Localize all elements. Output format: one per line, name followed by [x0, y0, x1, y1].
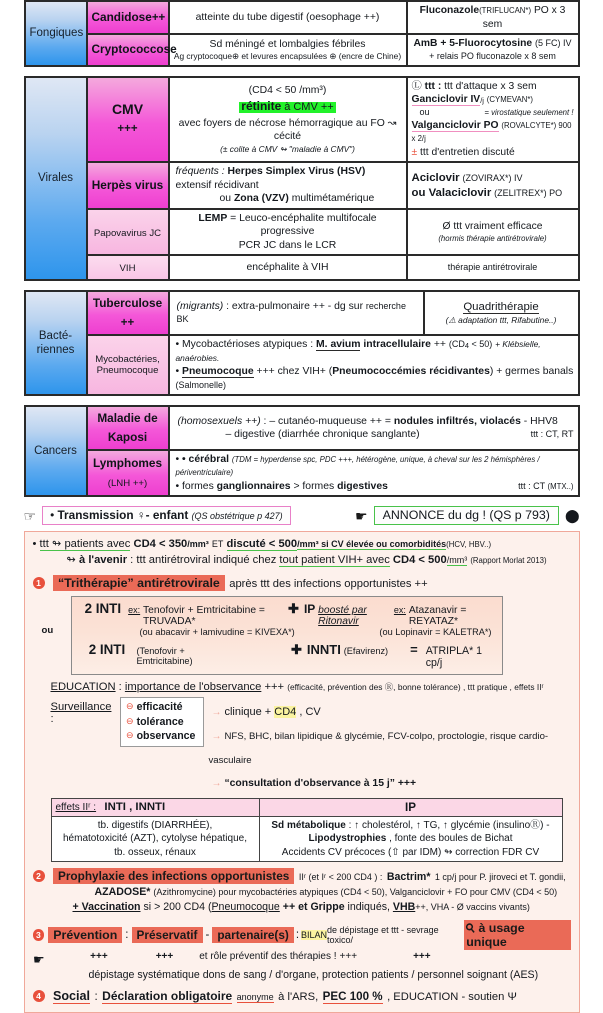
clinic-line: extensif récidivant	[175, 179, 259, 191]
drug-name: Aciclovir	[411, 171, 460, 184]
intro-text: ttt ↬ patients avec	[39, 538, 131, 551]
bilan-highlight: BILAN	[301, 930, 328, 941]
declaration-label: Déclaration obligatoire	[102, 989, 233, 1004]
clinic-line: à CMV ++	[284, 100, 334, 113]
clinic-italic: fréquents :	[175, 166, 225, 178]
arrow-icon: →	[211, 707, 222, 719]
ttt-detail: ttt d'attaque x 3 sem	[444, 80, 537, 92]
category-bacteriennes	[25, 291, 87, 395]
disease-herpes	[87, 162, 169, 209]
drug-name: Fluconazole	[419, 5, 480, 16]
section-2-title: Prophylaxie des infections opportunistes	[53, 868, 294, 884]
clinic-highlight: rétinite	[241, 98, 282, 113]
preservatif-badge: Préservatif	[132, 927, 203, 943]
regimen-class-4: INNTI	[306, 642, 341, 658]
table-row	[25, 77, 579, 163]
cd4-threshold: CD4 < 350	[133, 538, 188, 551]
clinic-line: PCR JC dans le LCR	[238, 239, 337, 251]
disease-line: Maladie de	[97, 411, 158, 426]
clinic-note: (TDM = hyperdense spc, PDC +++, hétérogène, unique, à cheval sur les 2 hémisphères / périventriculaire)	[175, 454, 540, 478]
ttt-detail: ttt : CT	[518, 480, 545, 491]
regimen-row-2	[78, 642, 496, 669]
emphasis-plus: +++	[413, 951, 431, 963]
effect-line: Accidents CV précoces (⇧ par IDM) ↬ correction FDR CV	[281, 846, 540, 858]
ttt-cryptococcose	[407, 34, 579, 65]
column-header-inti: INTI , INNTI	[104, 801, 166, 814]
disease-label: Herpès virus	[91, 178, 164, 193]
example-label: ex:	[393, 605, 406, 616]
drug-name: Ganciclovir IV	[411, 94, 481, 106]
pointing-hand-icon: ☛	[355, 507, 368, 524]
drug-posology: + relais PO fluconazole x 8 sem	[429, 50, 556, 61]
table-row	[25, 162, 579, 209]
bullet: •	[50, 508, 55, 523]
annonce-badge[interactable]	[374, 506, 559, 525]
dark-blob-icon: ⬤	[564, 507, 580, 523]
boost-label: boosté par Ritonavir	[318, 605, 367, 628]
drug-brand: (5 FC) IV	[535, 38, 572, 49]
effect-line: Sd métabolique : ↑ cholestérol, ↑ TG, ↑ glycémie (insulinoⓇ) -	[271, 819, 550, 831]
clinic-line: = Leuco-encéphalite multifocale progressive	[230, 212, 377, 238]
list-item	[208, 770, 570, 794]
section-1-header	[33, 574, 571, 592]
section-number: 3	[33, 929, 45, 941]
disease-kaposi	[87, 406, 169, 450]
intro-source: (Rapport Morlat 2013)	[470, 556, 547, 566]
severity-plus: +++	[117, 123, 138, 136]
table-row	[25, 1, 579, 34]
emphasis-plus: +++	[155, 951, 174, 963]
list-item	[126, 700, 195, 715]
drug-name: Valganciclovir PO	[411, 119, 499, 131]
intro-line-1	[33, 537, 571, 553]
separator: :	[118, 681, 122, 694]
bullet-line: • Pneumocoque +++ chez VIH+ (Pneumococcémies récidivantes) + germes banals (Salmonelle)	[175, 366, 574, 390]
drug-name: Bactrim*	[386, 871, 431, 884]
clinic-italic: (homosexuels ++)	[177, 415, 261, 427]
treatment-panel	[24, 531, 580, 1013]
pointing-hand-icon: ☞	[23, 507, 37, 524]
effect-line: Lipodystrophies , fonte des boules de Bichat	[308, 833, 513, 845]
plus-icon: ✚	[290, 642, 302, 658]
usage-unique-label: à usage unique	[466, 921, 525, 950]
clinic-lymphomes	[169, 450, 579, 497]
vaccine-pneumo: Pneumocoque	[211, 901, 280, 914]
list-item	[126, 729, 195, 744]
ttt-cmv	[407, 77, 579, 163]
clinic-bold: LEMP	[198, 212, 228, 224]
section-4-title: Social	[52, 989, 91, 1004]
prophylaxis-detail: 1 cp/j pour P. jiroveci et T. gondii,	[434, 872, 566, 883]
future-label: à l'avenir	[78, 554, 128, 567]
section-number: 2	[33, 870, 45, 882]
example-label: ex:	[128, 605, 141, 616]
circle-l-icon: Ⓛ	[411, 80, 422, 92]
separator: -	[205, 929, 210, 942]
drug-name: ou Valaciclovir	[411, 186, 492, 199]
category-fongiques: Fongiques	[25, 1, 87, 66]
clinic-line: avec foyers de nécrose hémorragique au FO ↝ cécité	[178, 117, 397, 143]
emphasis-plus: +++	[264, 681, 285, 694]
vaccination-detail: ++, VHA - Ø vaccins vivants)	[415, 902, 530, 913]
bullet-dot-icon: ⊖	[126, 701, 134, 712]
transmission-ref: (QS obstétrique p 427)	[191, 511, 283, 522]
disease-label: Cryptococcose	[91, 42, 177, 57]
ttt-detail: Quadrithérapie	[463, 301, 539, 314]
cd4-unit: /mm³	[187, 539, 209, 550]
clinic-cmv	[169, 77, 407, 163]
table-bacteriennes	[24, 290, 580, 396]
clinic-vih: encéphalite à VIH	[169, 255, 407, 280]
criterion-value: NFS, BHC, bilan lipidique & glycémie, FCV-colpo, proctologie, risque cardio-vasculaire	[208, 730, 549, 766]
regimen-drugs-1: Tenofovir + Emtricitabine = TRUVADA*	[143, 605, 265, 628]
cd4-condition: /mm³ si CV élevée ou comorbidités	[297, 539, 447, 550]
declaration-dest: à l'ARS,	[278, 991, 319, 1004]
intro-text: : ttt antirétroviral indiqué chez	[130, 554, 277, 567]
disease-lymphomes	[87, 450, 169, 497]
emphasis-plus: +++	[339, 951, 358, 963]
section-number: 1	[33, 577, 45, 589]
table-row	[25, 291, 579, 335]
disease-vih	[87, 255, 169, 280]
criterion-label: efficacité	[136, 701, 183, 714]
clinic-line: (homosexuels ++) : – cutanéo-muqueuse ++ = nodules infiltrés, violacés - HHV8	[177, 415, 558, 427]
disease-cmv	[87, 77, 169, 163]
intro-text: tout patient VIH+ avec	[279, 554, 390, 567]
separator: :	[295, 929, 300, 942]
effect-line: tb. osseux, rénaux	[114, 846, 196, 858]
drug-brand: (ZOVIRAX*) IV	[462, 172, 523, 183]
table-row	[25, 34, 579, 65]
ttt-or: ou	[419, 106, 430, 117]
cd4-threshold-2: discuté < 500	[226, 538, 298, 551]
regimen-class-2: IP	[303, 602, 316, 617]
section-3-title: Prévention	[48, 927, 122, 943]
clinic-lemp	[169, 209, 407, 256]
disease-line: Pneumocoque	[96, 365, 159, 377]
table-fongiques	[24, 0, 580, 67]
disease-label: CMV	[111, 100, 144, 117]
arrow-icon: ↬	[66, 554, 76, 567]
table-row	[51, 816, 562, 861]
transmission-badge[interactable]	[42, 506, 291, 525]
alt-drugs-2: (ou Lopinavir = KALETRA*)	[379, 627, 492, 638]
section-1-title: “Trithérapie” antirétrovirale	[53, 575, 225, 591]
ttt-candidose	[407, 1, 579, 34]
clinic-line: Sd méningé et lombalgies fébriles	[209, 38, 366, 50]
side-effects-table	[51, 798, 563, 862]
education-note: (efficacité, prévention des Ⓡ, bonne tolérance) , ttt pratique , effets IIʳ	[287, 682, 544, 693]
pec-label: PEC 100 %	[322, 990, 383, 1004]
disease-cryptococcose	[87, 34, 177, 65]
effect-line: hématotoxicité (AZT), cytolyse hépatique,	[63, 833, 247, 845]
criterion-value: “consultation d'observance à 15 j” +++	[224, 778, 417, 790]
plus-icon: ✚	[288, 601, 299, 617]
ttt-note: (hormis thérapie antirétrovirale)	[438, 233, 547, 243]
vaccine-vhb: VHB	[392, 901, 416, 914]
banner-row	[24, 506, 580, 525]
drug-posology: PO x 3 sem	[482, 5, 566, 30]
clinic-bold: Herpes Simplex Virus (HSV)	[227, 166, 366, 178]
table-row	[25, 209, 579, 256]
ttt-vih: thérapie antirétrovirale	[407, 255, 579, 280]
regimen-drugs-2: Atazanavir = REYATAZ*	[408, 605, 467, 628]
vaccination-detail: si > 200 CD4 (	[143, 901, 212, 914]
clinic-herpes	[169, 162, 407, 209]
clinic-line: multimétamérique	[291, 193, 375, 205]
vaccination-detail: indiqués,	[347, 901, 390, 914]
drug-brand: (TRIFLUCAN*)	[479, 6, 532, 15]
bullet-line: • Mycobactérioses atypiques : M. avium intracellulaire ++ (CD4 < 50) + Klébsielle, anaérobies.	[175, 339, 541, 363]
table-row	[25, 406, 579, 450]
surveillance-criteria-box	[120, 697, 204, 747]
clinic-note: recherche BK	[176, 300, 406, 325]
intro-line-2	[33, 553, 571, 569]
table-row	[25, 255, 579, 280]
section-2-line-3	[33, 900, 571, 915]
clinic-bold: Zona (VZV)	[233, 193, 289, 205]
separator: :	[94, 991, 98, 1004]
disease-label: Candidose	[91, 10, 152, 25]
vaccine-grippe: ++ et Grippe	[282, 901, 345, 914]
regimen-or: ou	[41, 625, 54, 637]
separator: :	[125, 929, 129, 942]
severity-plus: ++	[120, 317, 135, 330]
clinic-line: (± colite à CMV ↬ "maladie à CMV")	[220, 143, 355, 154]
education-line	[33, 680, 571, 696]
intro-note: (HCV, HBV..)	[446, 540, 492, 550]
section-2-line-2	[33, 885, 571, 900]
prophylaxis-detail: (Azithromycine) pour mycobactéries atypiques (CD4 < 50), Valganciclovir + FO pour CMV (CD4 < 50)	[153, 887, 558, 898]
regimen-result: ATRIPLA* 1 cp/j	[425, 645, 483, 670]
disease-line: Lymphomes	[92, 456, 163, 471]
drug-brand: (ZELITREX*) PO	[494, 187, 563, 198]
vaccination-label: + Vaccination	[72, 901, 141, 914]
annonce-label: ANNONCE du dg ! (QS p 793)	[382, 508, 550, 523]
ttt-note: = virostatique seulement !	[484, 107, 574, 117]
emphasis-plus: +++	[90, 951, 108, 963]
section-number: 4	[33, 990, 45, 1002]
table-row	[25, 335, 579, 395]
category-virales: Virales	[25, 77, 87, 281]
disease-line: Mycobactéries,	[95, 353, 160, 365]
cd4-unit: /mm³	[446, 555, 468, 566]
disease-line: Kaposi	[107, 430, 148, 445]
ttt-detail: Ø ttt vraiment efficace	[442, 221, 543, 233]
declaration-note: anonyme	[236, 992, 274, 1003]
regimen-class-1: 2 INTI	[84, 601, 122, 617]
education-key: importance de l'observance	[124, 681, 262, 694]
bullet-line: • • cérébral (TDM = hyperdense spc, PDC +++, hétérogène, unique, à cheval sur les 2 hémisphères / périventriculaire)	[175, 453, 540, 478]
effect-line: tb. digestifs (DIARRHÉE),	[97, 819, 213, 831]
alt-drugs-1: (ou abacavir + lamivudine = KIVEXA*)	[139, 627, 295, 638]
drug-name: AZADOSE*	[94, 886, 151, 899]
prevention-detail: et rôle préventif des thérapies !	[199, 951, 337, 963]
partenaires-badge: partenaire(s)	[212, 927, 293, 943]
section-4-header	[33, 987, 571, 1005]
clinic-mycobacteries	[169, 335, 579, 395]
prevention-detail: de dépistage et ttt - sevrage toxico/	[327, 925, 439, 946]
arrow-icon: →	[211, 730, 222, 742]
disease-label: Tuberculose	[92, 296, 163, 311]
clinic-italic: (migrants)	[176, 300, 224, 312]
list-item	[208, 723, 570, 770]
clinic-line: (CD4 < 50 /mm³)	[248, 85, 327, 97]
column-header-ip: IP	[259, 798, 562, 816]
drug-brand: (CYMEVAN*)	[486, 95, 533, 105]
drug-brand: (ROVALCYTE*) 900 x 2/j	[411, 120, 572, 144]
clinic-line: Ag cryptocoque⊕ et levures encapsulées ⊕ (encre de Chine)	[173, 51, 402, 62]
clinic-cryptococcose	[169, 34, 407, 65]
conjunction: ET	[211, 539, 224, 550]
plus-minus-sign: ±	[411, 146, 418, 158]
clinic-tuberculose	[169, 291, 424, 335]
ttt-detail: ttt d'entretien discuté	[420, 146, 515, 158]
social-detail: , EDUCATION - soutien Ψ	[387, 991, 517, 1004]
regimen-class-3: 2 INTI	[88, 642, 126, 658]
cd4-threshold-3: CD4 < 500	[392, 554, 447, 567]
syringe-icon: ⚲	[462, 919, 479, 937]
regimen-drugs-4: (Efavirenz)	[343, 646, 389, 657]
ttt-lemp	[407, 209, 579, 256]
severity-plus: ++	[151, 12, 166, 25]
disease-papovavirus	[87, 209, 169, 256]
hand-cursor-icon: ☚	[32, 952, 45, 968]
ttt-note: (⚠ adaptation ttt, Rifabutine..)	[445, 315, 557, 326]
table-virales	[24, 76, 580, 282]
education-label: EDUCATION	[50, 681, 116, 694]
ttt-tuberculose	[424, 291, 579, 335]
ttt-label: ttt :	[424, 80, 442, 92]
clinic-bold: • cérébral	[182, 453, 229, 465]
disease-label: Papovavirus JC	[93, 227, 162, 239]
section-3-line-3: dépistage systématique dons de sang / d'organe, protection patients / personnel soignant (AES)	[88, 968, 539, 981]
drug-name: AmB + 5-Fluorocytosine	[413, 38, 533, 50]
section-2-header	[33, 867, 571, 885]
disease-mycobacteries	[87, 335, 169, 395]
equals-icon: =	[410, 642, 418, 658]
regimen-drugs-3: (Tenofovir + Emtricitabine)	[136, 646, 193, 667]
bullet-dot-icon: ⊖	[126, 715, 134, 726]
clinic-line: – digestive (diarrhée chronique sanglante) ttt : CT, RT	[225, 429, 574, 441]
clinic-kaposi	[169, 406, 579, 450]
arrow-icon: →	[211, 778, 222, 790]
section-3-line-2	[33, 950, 571, 969]
surveillance-label: Surveillance	[50, 701, 112, 714]
bullet-line: • formes ganglionnaires > formes digestives ttt : CT (MTX..)	[175, 480, 574, 492]
effects-row-label: effets IIʳ : INTI , INNTI	[51, 798, 259, 816]
criterion-label: tolérance	[136, 715, 184, 728]
regimen-row-1-alt	[78, 627, 496, 637]
section-1-subtitle: après ttt des infections opportunistes ++	[229, 578, 428, 591]
prophylaxis-indication: IIʳ (et Iʳ < 200 CD4 ) :	[298, 872, 383, 883]
clinic-line: ou	[219, 193, 232, 205]
list-item: → clinique + CD4 , CV	[208, 699, 570, 723]
regimen-box	[41, 596, 503, 675]
effects-inti-cell	[51, 816, 259, 861]
clinic-candidose: atteinte du tube digestif (oesophage ++)	[169, 1, 407, 34]
clinic-line: : extra-pulmonaire ++ - dg sur	[226, 300, 364, 312]
category-line: Bacté-	[38, 329, 73, 342]
category-line: riennes	[36, 344, 75, 357]
ttt-herpes	[407, 162, 579, 209]
ttt-detail: ttt : CT, RT	[530, 429, 574, 440]
effects-ip-cell	[259, 816, 562, 861]
table-row	[25, 450, 579, 497]
surveillance-block	[33, 697, 571, 794]
table-cancers	[24, 405, 580, 497]
disease-candidose	[87, 1, 169, 34]
disease-label: VIH	[119, 263, 136, 275]
bullet-dot-icon: ⊖	[126, 730, 134, 741]
drug-dose-sub: /j	[480, 96, 484, 106]
disease-line: (LNH ++)	[107, 478, 148, 490]
list-item	[126, 715, 195, 730]
separator: :	[50, 713, 54, 726]
transmission-label: Transmission ♀- enfant	[57, 508, 189, 523]
criterion-label: observance	[136, 730, 196, 743]
ttt-note: (MTX..)	[547, 481, 574, 491]
disease-tuberculose	[87, 291, 169, 335]
regimen-row-1	[78, 601, 496, 627]
section-3-header	[33, 920, 571, 950]
table-header-row	[51, 798, 562, 816]
category-cancers: Cancers	[25, 406, 87, 496]
bullet: •	[32, 538, 37, 551]
